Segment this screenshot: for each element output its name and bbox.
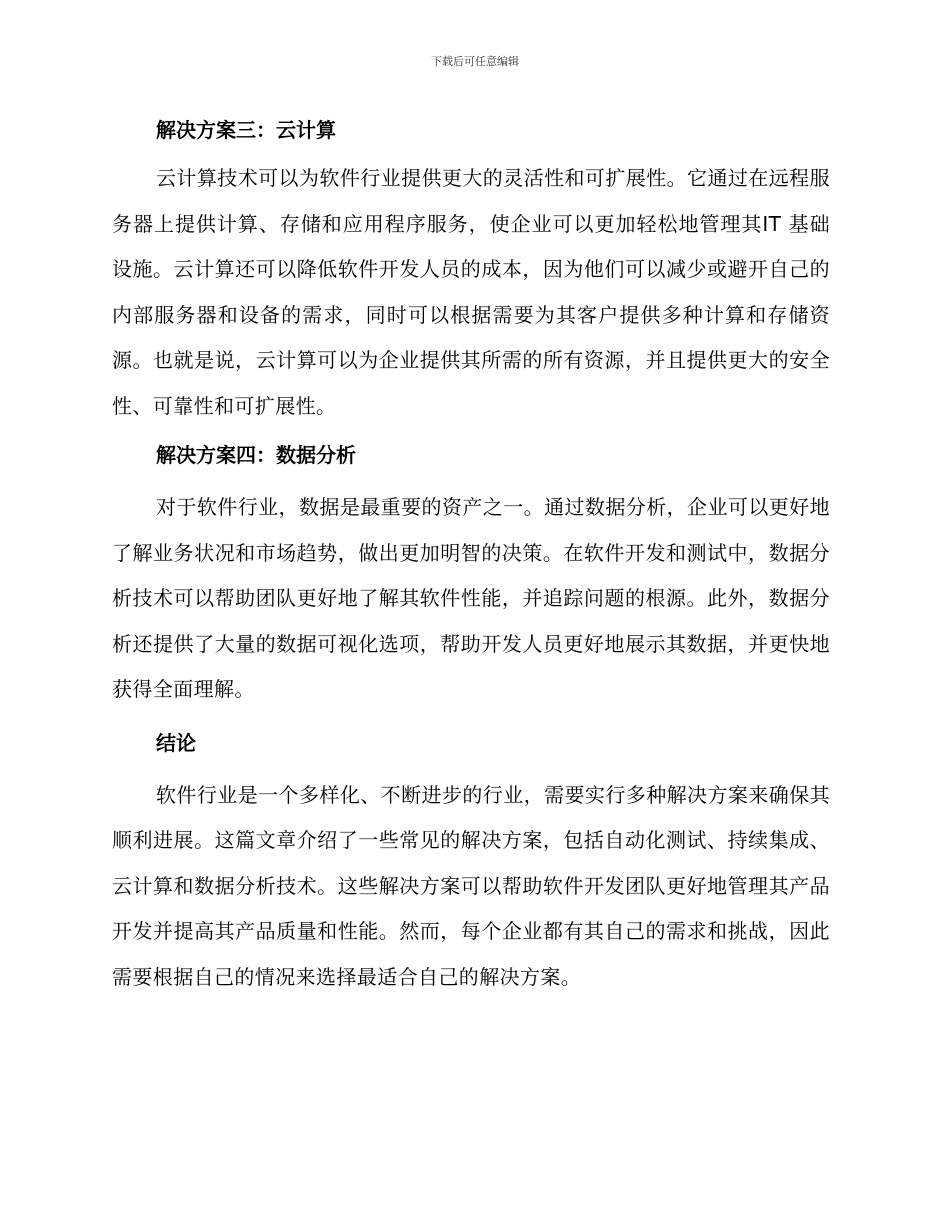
section-heading-data-analysis: 解决方案四：数据分析 bbox=[156, 443, 356, 467]
page-header-note: 下载后可任意编辑 bbox=[431, 55, 519, 68]
section-paragraph-conclusion: 软件行业是一个多样化、不断进步的行业，需要实行多种解决方案来确保其顺利进展。这篇文章介绍了一些常见的解决方案，包括自动化测试、持续集成、云计算和数据分析技术。这些解决方案可以帮助软件开发团队更好地管理其产品开发并提高其产品质量和性能。然而，每个企业都有其自己的需求和挑战，因此需要根据自己的情况来选择最适合自己的解决方案。 bbox=[112, 782, 830, 989]
section-heading-conclusion: 结论 bbox=[156, 730, 196, 755]
section-heading-cloud-computing: 解决方案三：云计算 bbox=[156, 118, 336, 142]
section-paragraph-data-analysis: 对于软件行业，数据是最重要的资产之一。通过数据分析，企业可以更好地了解业务状况和市场趋势，做出更加明智的决策。在软件开发和测试中，数据分析技术可以帮助团队更好地了解其软件性能，并追踪问题的根源。此外，数据分析还提供了大量的数据可视化选项，帮助开发人员更好地展示其数据，并更快地获得全面理解。 bbox=[112, 495, 830, 701]
section-paragraph-cloud-computing: 云计算技术可以为软件行业提供更大的灵活性和可扩展性。它通过在远程服务器上提供计算、存储和应用程序服务，使企业可以更加轻松地管理其IT 基础设施。云计算还可以降低软件开发人员的成本，因为他们可以减少或避开自己的内部服务器和设备的需求，同时可以根据需要为其客户提供多种计算和存储资源。也就是说，云计算可以为企业提供其所需的所有资源，并且提供更大的安全性、可靠性和可扩展性。 bbox=[112, 166, 830, 418]
document-body bbox=[112, 108, 830, 1000]
